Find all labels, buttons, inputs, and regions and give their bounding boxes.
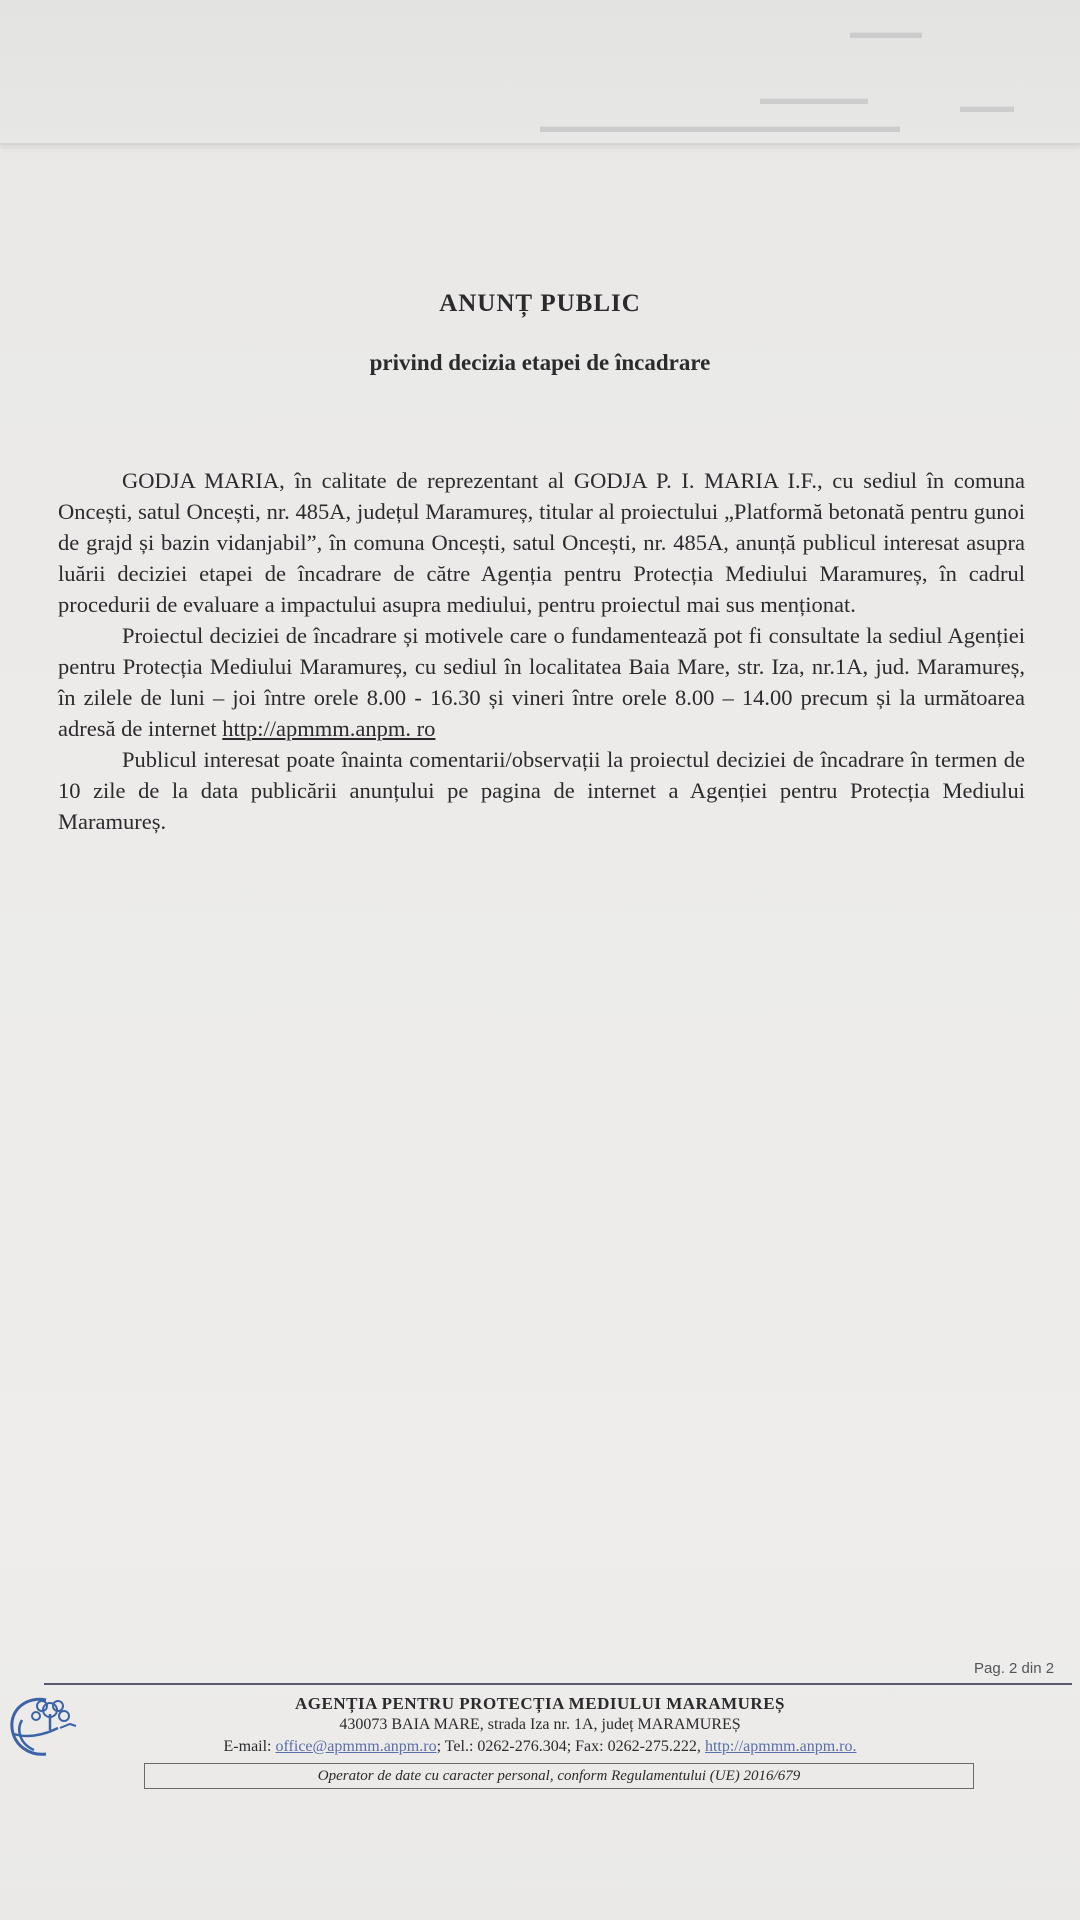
email-link[interactable]: office@apmmm.anpm.ro [275,1738,437,1755]
paragraph-applicant: GODJA MARIA, în calitate de reprezentant al GODJA P. I. MARIA I.F., cu sediul în comuna Oncești, satul Oncești, nr. 485A, județul Maramureș, titular al proiectului „Platformă betonată pentru gunoi de grajd și bazin vidanjabil”, în comuna Oncești, satul Oncești, nr. 485A, anunță publicul interesat asupra luării deciziei etapei de încadrare de către Agenția pentru Protecția Mediului Maramureș, în cadrul procedurii de evaluare a impactului asupra mediului, pentru proiectul mai sus menționat. [58,468,1025,617]
agency-address: 430073 BAIA MARE, strada Iza nr. 1A, județ MARAMUREȘ [339,1716,741,1733]
ghost-text: ▬▬▬▬▬▬▬▬▬▬▬▬▬▬▬▬▬▬▬▬ [540,116,900,136]
announcement-title: ANUNȚ PUBLIC [439,290,641,317]
announcement-body [58,465,1025,837]
paragraph-consultation [58,620,1025,744]
ghost-text: ▬▬▬▬ [850,22,922,42]
footer-divider [44,1683,1072,1685]
fax-number: Fax: 0262-275.222, [575,1738,701,1755]
page-number: Pag. 2 din 2 [974,1660,1055,1677]
separator: ; [436,1738,442,1755]
previous-page-edge [0,0,1080,145]
announcement-subtitle: privind decizia etapei de încadrare [369,350,711,375]
internet-link[interactable]: http://apmmm.anpm. ro [222,716,436,741]
phone-number: Tel.: 0262-276.304; [444,1738,572,1755]
gdpr-notice: Operator de date cu caracter personal, conform Regulamentului (UE) 2016/679 [144,1763,974,1789]
consultation-text: Proiectul deciziei de încadrare și motivele care o fundamentează pot fi consultate la sediul Agenției pentru Protecția Mediului Maramureș, cu sediul în localitatea Baia Mare, str. Iza, nr.1A, jud. Maramureș, în zilele de luni – joi între orele 8.00 - 16.30 și vineri între orele 8.00 – 14.00 precum și la următoarea adresă de internet [58,623,1025,741]
agency-name: AGENȚIA PENTRU PROTECȚIA MEDIULUI MARAMUREȘ [295,1694,785,1713]
ghost-text: ▬▬▬ [960,96,1014,116]
agency-contacts [0,1738,1080,1756]
ghost-text: ▬▬▬▬▬▬ [760,88,868,108]
paragraph-comments: Publicul interesat poate înainta comentarii/observații la proiectul deciziei de încadrare în termen de 10 zile de la data publicării anunțului pe pagina de internet a Agenției pentru Protecția Mediului Maramureș. [58,747,1025,834]
email-label: E-mail: [223,1738,272,1755]
website-link[interactable]: http://apmmm.anpm.ro. [704,1738,857,1755]
